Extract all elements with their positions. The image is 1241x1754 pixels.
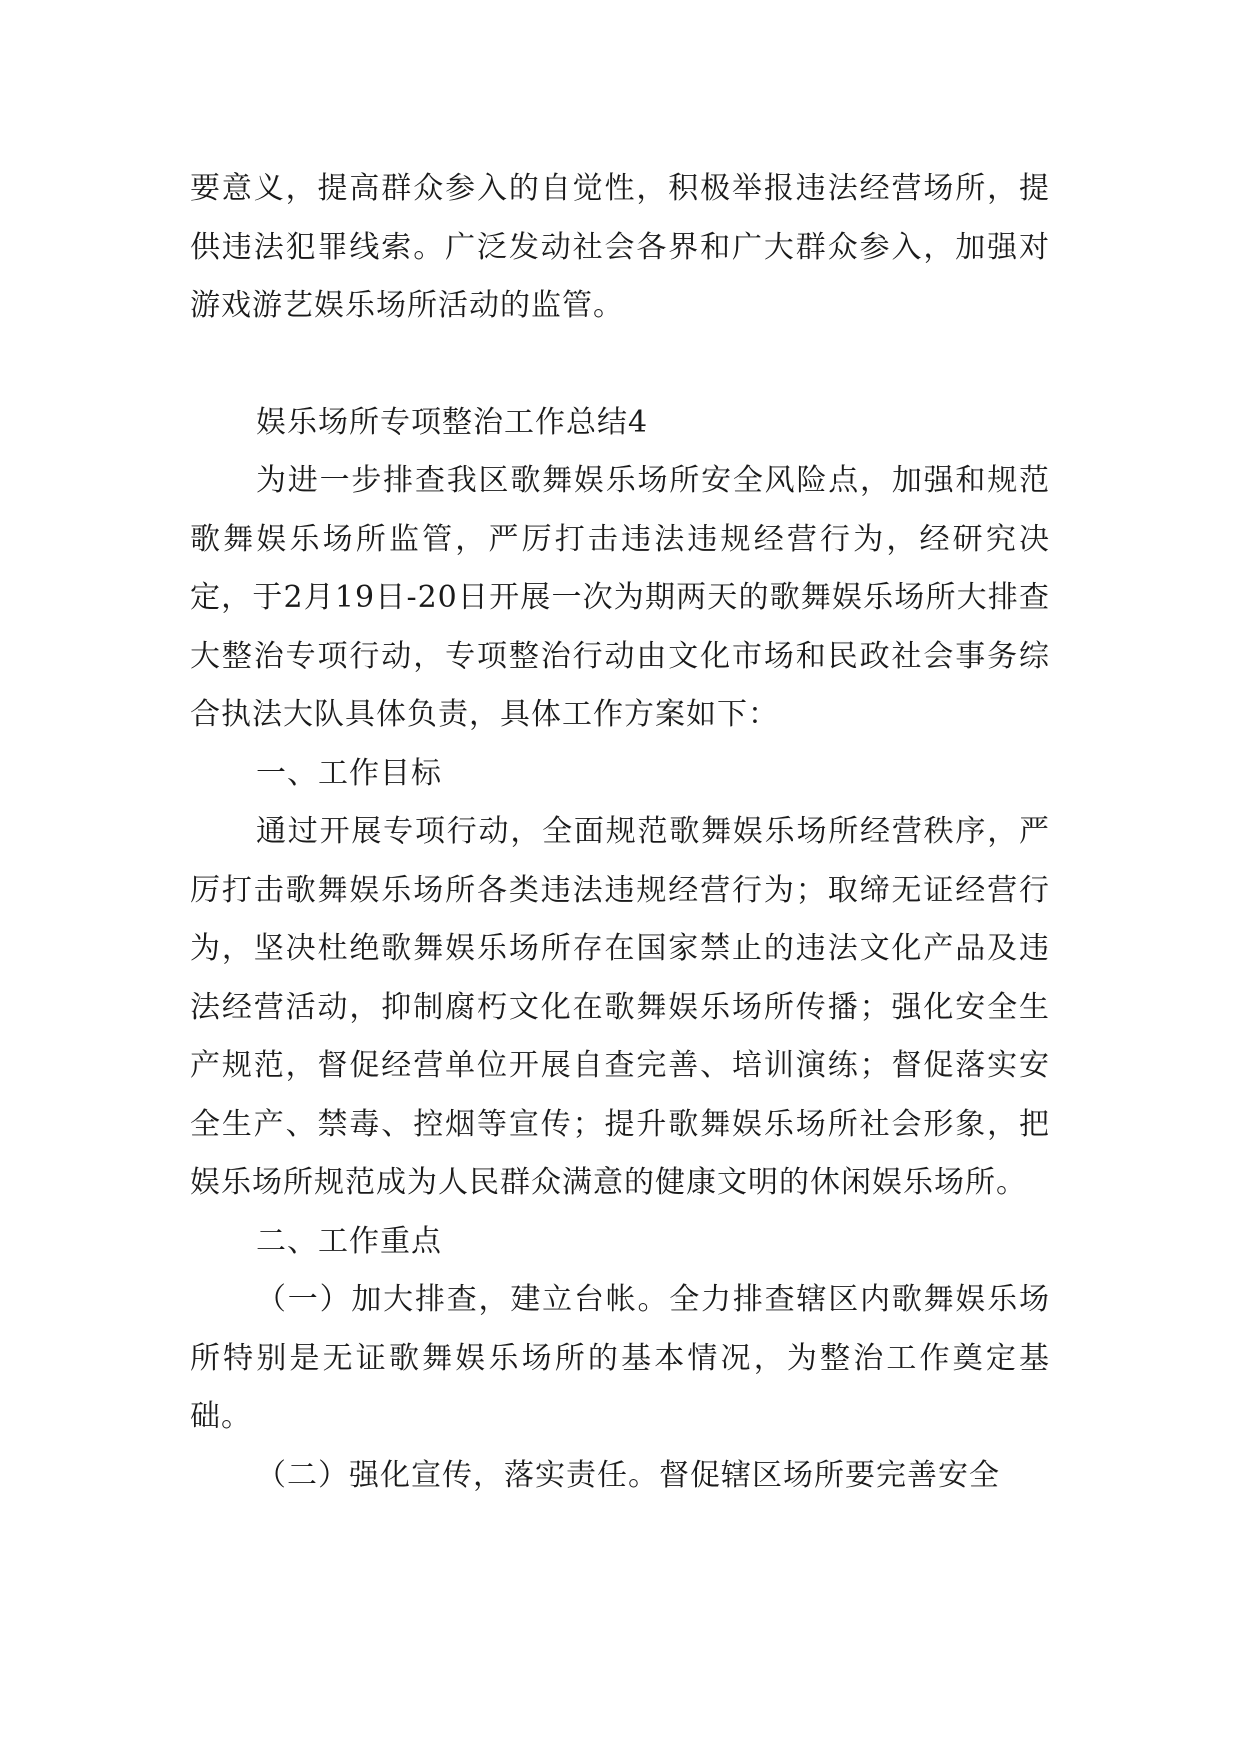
heading-work-focus: 二、工作重点 [256,1223,442,1259]
paragraph-focus-item-2: （二）强化宣传，落实责任。督促辖区场所要完善安全 [256,1457,1000,1493]
heading-work-goal: 一、工作目标 [256,755,442,791]
paragraph-focus-item-1: （一）加大排查，建立台帐。全力排查辖区内歌舞娱乐场所特别是无证歌舞娱乐场所的基本情况，为整治工作奠定基础。 [190,1282,1050,1434]
paragraph-intro: 要意义，提高群众参入的自觉性，积极举报违法经营场所，提供违法犯罪线索。广泛发动社会各界和广大群众参入，加强对游戏游艺娱乐场所活动的监管。 [190,171,1050,323]
paragraph-work-goal: 通过开展专项行动，全面规范歌舞娱乐场所经营秩序，严厉打击歌舞娱乐场所各类违法违规经营行为；取缔无证经营行为，坚决杜绝歌舞娱乐场所存在国家禁止的违法文化产品及违法经营活动，抑制腐朽文化在歌舞娱乐场所传播；强化安全生产规范，督促经营单位开展自查完善、培训演练；督促落实安全生产、禁毒、控烟等宣传；提升歌舞娱乐场所社会形象，把娱乐场所规范成为人民群众满意的健康文明的休闲娱乐场所。 [190,814,1050,1200]
paragraph-overview: 为进一步排查我区歌舞娱乐场所安全风险点，加强和规范歌舞娱乐场所监管，严厉打击违法违规经营行为，经研究决定，于2月19日-20日开展一次为期两天的歌舞娱乐场所大排查大整治专项行动，专项整治行动由文化市场和民政社会事务综合执法大队具体负责，具体工作方案如下： [190,463,1050,732]
document-body [190,160,1050,1505]
paragraph-gap [190,336,1050,394]
section-title: 娱乐场所专项整治工作总结4 [256,404,649,440]
